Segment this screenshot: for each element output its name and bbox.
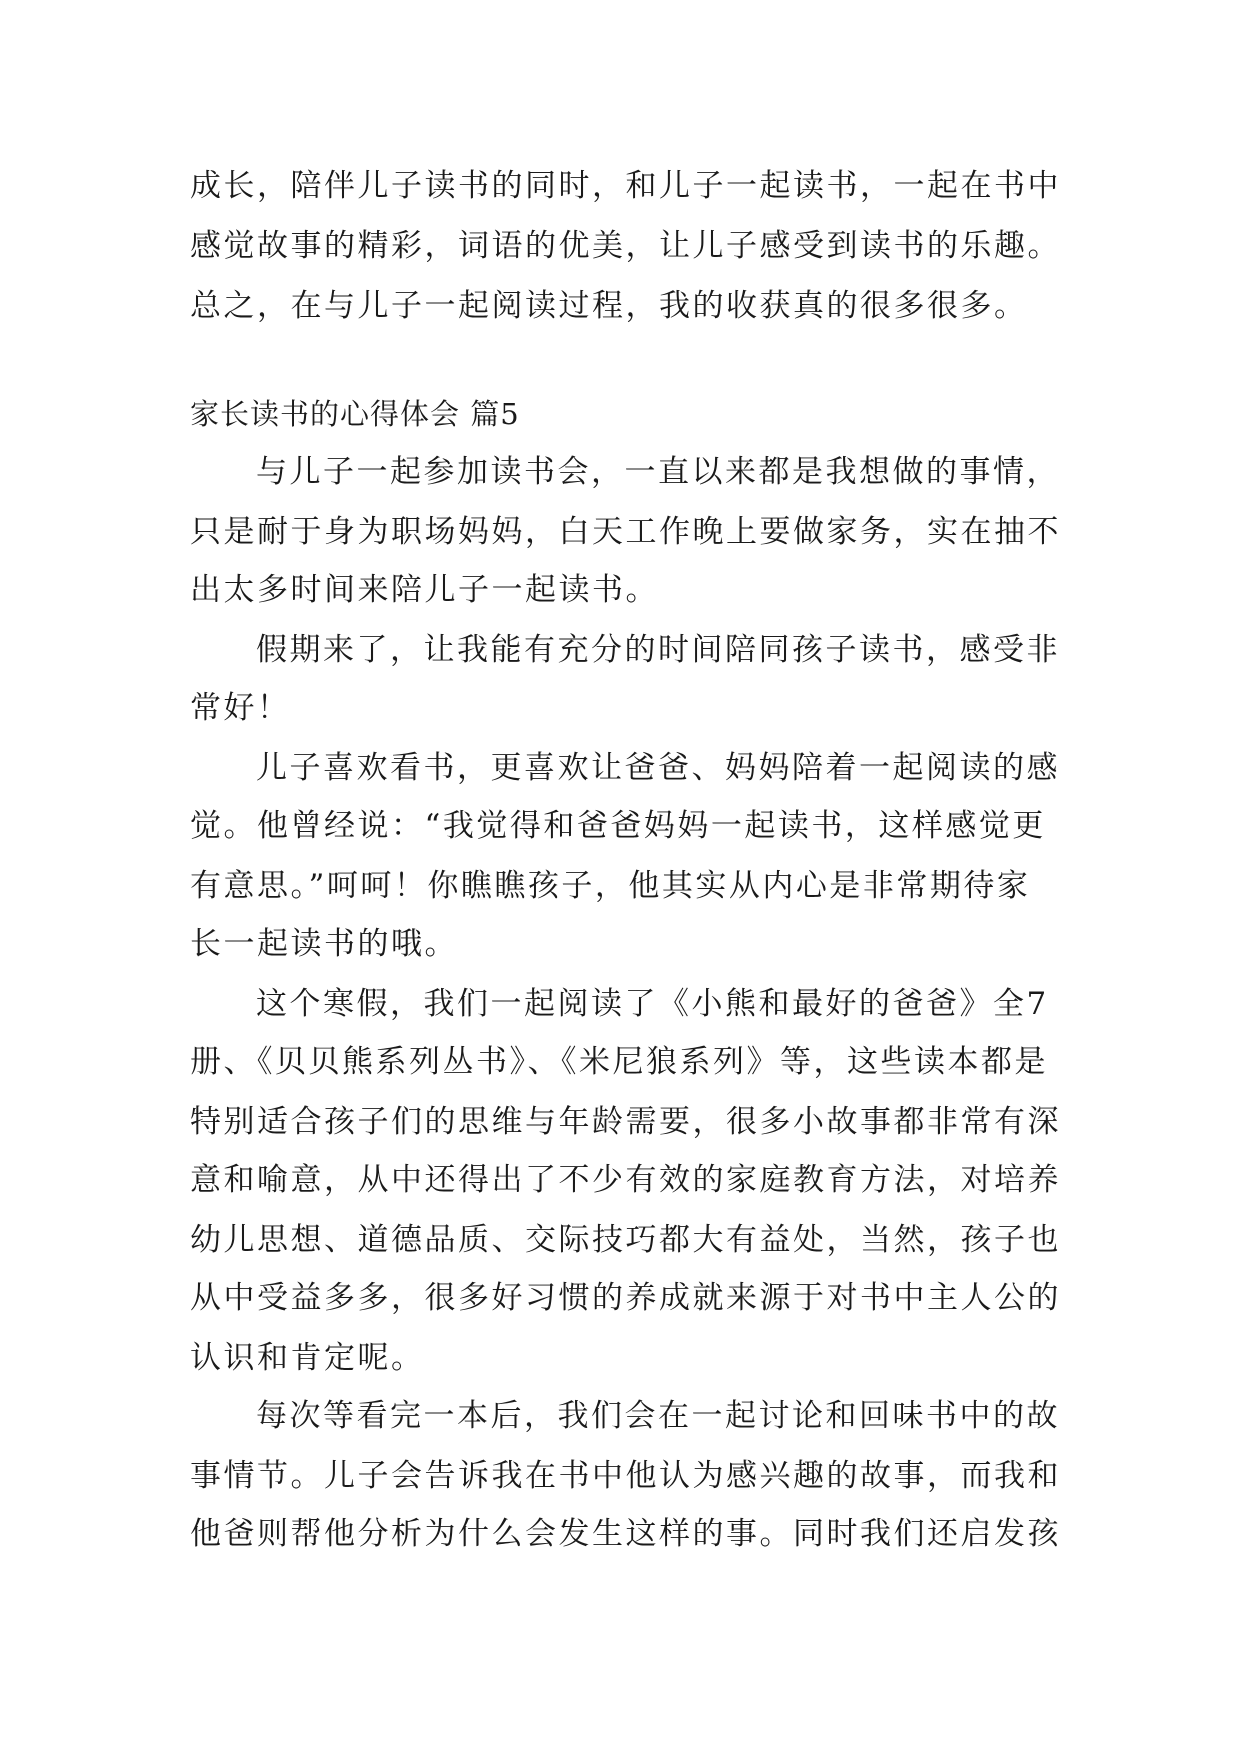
body-text-line: 事情节。儿子会告诉我在书中他认为感兴趣的故事，而我和 <box>190 1458 1061 1494</box>
body-text-line: 常好！ <box>190 690 291 726</box>
paragraph-first-line: 这个寒假，我们一起阅读了《小熊和最好的爸爸》全7 <box>256 986 1049 1022</box>
body-text-line: 总之，在与儿子一起阅读过程，我的收获真的很多很多。 <box>190 288 1028 324</box>
paragraph-first-line: 儿子喜欢看书，更喜欢让爸爸、妈妈陪着一起阅读的感 <box>256 750 1060 786</box>
body-text-line: 从中受益多多，很多好习惯的养成就来源于对书中主人公的 <box>190 1280 1061 1316</box>
paragraph-first-line: 假期来了，让我能有充分的时间陪同孩子读书，感受非 <box>256 632 1060 668</box>
body-text-line: 觉。他曾经说：“我觉得和爸爸妈妈一起读书，这样感觉更 <box>190 808 1046 844</box>
body-text-line: 意和喻意，从中还得出了不少有效的家庭教育方法，对培养 <box>190 1162 1061 1198</box>
body-text-line: 册、《贝贝熊系列丛书》、《米尼狼系列》等，这些读本都是 <box>190 1044 1048 1080</box>
body-text-line: 认识和肯定呢。 <box>190 1340 425 1376</box>
paragraph-first-line: 每次等看完一本后，我们会在一起讨论和回味书中的故 <box>256 1398 1060 1434</box>
body-text-line: 他爸则帮他分析为什么会发生这样的事。同时我们还启发孩 <box>190 1516 1061 1552</box>
body-text-line: 感觉故事的精彩，词语的优美，让儿子感受到读书的乐趣。 <box>190 228 1061 264</box>
body-text-line: 出太多时间来陪儿子一起读书。 <box>190 572 659 608</box>
body-text-line: 幼儿思想、道德品质、交际技巧都大有益处，当然，孩子也 <box>190 1222 1061 1258</box>
body-text-line: 特别适合孩子们的思维与年龄需要，很多小故事都非常有深 <box>190 1104 1061 1140</box>
section-heading: 家长读书的心得体会 篇5 <box>190 397 520 431</box>
paragraph-first-line: 与儿子一起参加读书会，一直以来都是我想做的事情， <box>256 454 1060 490</box>
body-text-line: 长一起读书的哦。 <box>190 926 458 962</box>
body-text-line: 只是耐于身为职场妈妈，白天工作晚上要做家务，实在抽不 <box>190 514 1061 550</box>
body-text-line: 有意思。”呵呵！你瞧瞧孩子，他其实从内心是非常期待家 <box>190 868 1031 904</box>
body-text-line: 成长，陪伴儿子读书的同时，和儿子一起读书，一起在书中 <box>190 168 1061 204</box>
